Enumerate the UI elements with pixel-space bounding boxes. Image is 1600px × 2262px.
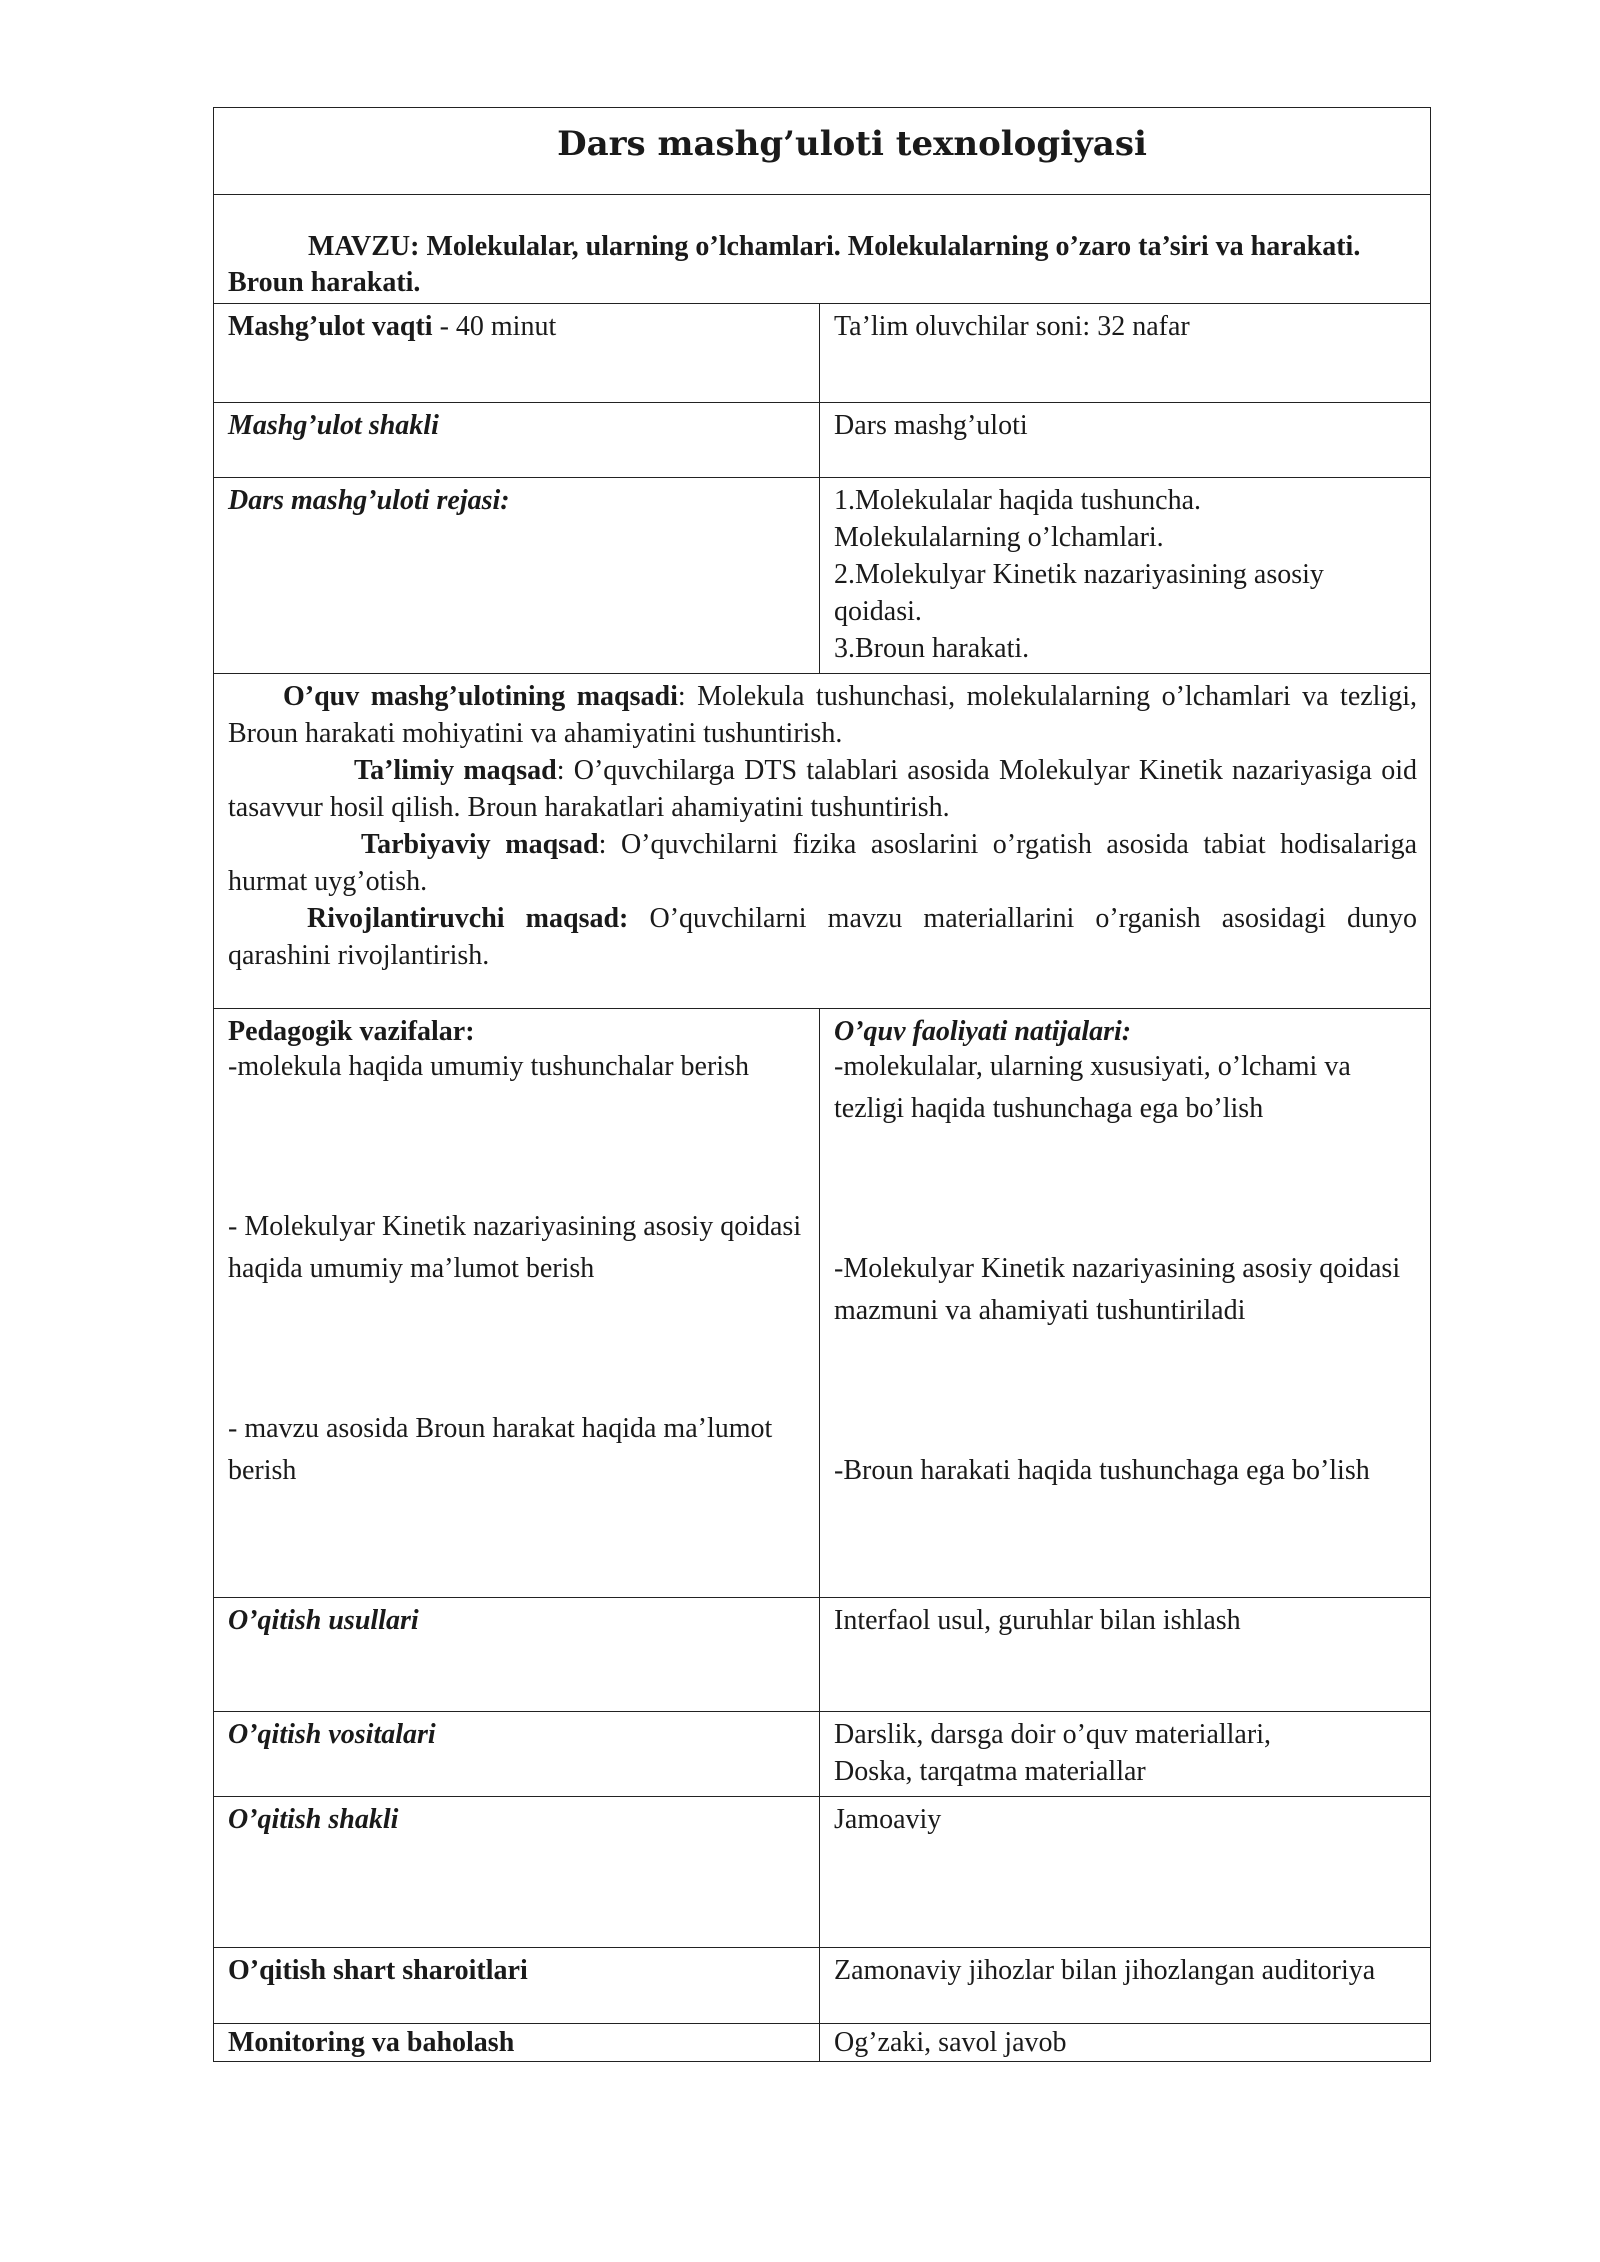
- tools-value-cell: [820, 1712, 1431, 1797]
- plan-label: Dars mashg’uloti rejasi:: [228, 485, 510, 516]
- document-title: Dars mashg’uloti texnologiyasi: [557, 123, 1147, 164]
- conditions-label: O’qitish shart sharoitlari: [228, 1955, 528, 1986]
- time-label-cell: [214, 304, 820, 403]
- methods-row: [214, 1598, 1431, 1712]
- plan-line: 3.Broun harakati.: [834, 633, 1030, 664]
- methods-label-cell: [214, 1598, 820, 1712]
- plan-label-cell: [214, 478, 820, 674]
- plan-line: 2.Molekulyar Kinetik nazariyasining asosiy: [834, 559, 1324, 590]
- pedagogical-task: - Molekulyar Kinetik nazariyasining asosiy qoidasi haqida umumiy ma’lumot berish: [228, 1211, 802, 1284]
- plan-line: 1.Molekulalar haqida tushuncha.: [834, 485, 1202, 516]
- form-value-cell: [820, 403, 1431, 478]
- form2-value: Jamoaviy: [834, 1804, 942, 1835]
- students-count: Ta’lim oluvchilar soni: 32 nafar: [834, 311, 1190, 342]
- methods-value: Interfaol usul, guruhlar bilan ishlash: [834, 1605, 1241, 1636]
- time-label: Mashg’ulot vaqti: [228, 311, 433, 342]
- plan-line: qoidasi.: [834, 596, 922, 627]
- time-row: [214, 304, 1431, 403]
- form-label-cell: [214, 403, 820, 478]
- monitoring-row: [214, 2024, 1431, 2062]
- time-value: - 40 minut: [432, 311, 557, 342]
- pedagogical-tasks-header: Pedagogik vazifalar:: [228, 1016, 475, 1047]
- main-goal-paragraph: [228, 678, 1417, 752]
- conditions-label-cell: [214, 1948, 820, 2024]
- methods-label: O’qitish usullari: [228, 1605, 419, 1636]
- monitoring-value-cell: [820, 2024, 1431, 2062]
- topic-text: MAVZU: Molekulalar, ularning o’lchamlari. Molekulalarning o’zaro ta’siri va harakati. Broun harakati.: [228, 231, 1361, 298]
- tools-row: [214, 1712, 1431, 1797]
- plan-row: [214, 478, 1431, 674]
- tasks-row: [214, 1009, 1431, 1598]
- conditions-value: Zamonaviy jihozlar bilan jihozlangan auditoriya: [834, 1955, 1376, 1986]
- edu-goal-text: : O’quvchilarga DTS talablari asosida Molekulyar Kinetik nazariyasiga oid tasavvur hosil qilish. Broun harakatlari ahamiyatini tushuntirish.: [228, 755, 1417, 823]
- tools-value-line: Darslik, darsga doir o’quv materiallari,: [834, 1719, 1271, 1750]
- main-goal-label: O’quv mashg’ulotining maqsadi: [283, 681, 678, 712]
- topic-row: [214, 195, 1431, 304]
- lesson-plan-page: [213, 107, 1430, 2062]
- edu-goal-label: Ta’limiy maqsad: [354, 755, 557, 786]
- form2-label: O’qitish shakli: [228, 1804, 399, 1835]
- title-cell: [214, 108, 1431, 195]
- goals-row: [214, 674, 1431, 1009]
- upbringing-goal-text: : O’quvchilarni fizika asoslarini o’rgatish asosida tabiat hodisalariga hurmat uyg’otish.: [228, 829, 1418, 897]
- form-value: Dars mashg’uloti: [834, 410, 1028, 441]
- upbringing-goal-label: Tarbiyaviy maqsad: [361, 829, 599, 860]
- upbringing-goal-paragraph: [228, 826, 1417, 900]
- learning-result: -Broun harakati haqida tushunchaga ega bo’lish: [834, 1455, 1370, 1486]
- tools-label-cell: [214, 1712, 820, 1797]
- lesson-plan-table: [213, 107, 1431, 2062]
- tools-value-line: Doska, tarqatma materiallar: [834, 1756, 1146, 1787]
- students-cell: [820, 304, 1431, 403]
- form-row: [214, 403, 1431, 478]
- methods-value-cell: [820, 1598, 1431, 1712]
- monitoring-value: Og’zaki, savol javob: [834, 2027, 1067, 2058]
- dev-goal-paragraph: [228, 900, 1417, 974]
- form-label: Mashg’ulot shakli: [228, 410, 439, 441]
- conditions-row: [214, 1948, 1431, 2024]
- edu-goal-paragraph: [228, 752, 1417, 826]
- learning-result: -molekulalar, ularning xususiyati, o’lchami va tezligi haqida tushunchaga ega bo’lish: [834, 1051, 1351, 1124]
- goals-cell: [214, 674, 1431, 1009]
- pedagogical-task: -molekula haqida umumiy tushunchalar berish: [228, 1051, 749, 1082]
- form2-value-cell: [820, 1797, 1431, 1948]
- topic-cell: [214, 195, 1431, 304]
- learning-results-cell: [820, 1009, 1431, 1598]
- tools-label: O’qitish vositalari: [228, 1719, 436, 1750]
- form2-label-cell: [214, 1797, 820, 1948]
- monitoring-label-cell: [214, 2024, 820, 2062]
- pedagogical-tasks-cell: [214, 1009, 820, 1598]
- dev-goal-text: O’quvchilarni mavzu materiallarini o’rganish asosidagi dunyo qarashini rivojlantirish.: [228, 903, 1418, 971]
- main-goal-text: : Molekula tushunchasi, molekulalarning o’lchamlari va tezligi, Broun harakati mohiyatini va ahamiyatini tushuntirish.: [228, 681, 1418, 749]
- learning-results-header: O’quv faoliyati natijalari:: [834, 1016, 1132, 1047]
- plan-line: Molekulalarning o’lchamlari.: [834, 522, 1164, 553]
- pedagogical-task: - mavzu asosida Broun harakat haqida ma’lumot berish: [228, 1413, 773, 1486]
- conditions-value-cell: [820, 1948, 1431, 2024]
- learning-result: -Molekulyar Kinetik nazariyasining asosiy qoidasi mazmuni va ahamiyati tushuntiriladi: [834, 1253, 1401, 1326]
- dev-goal-label: Rivojlantiruvchi maqsad:: [307, 903, 629, 934]
- monitoring-label: Monitoring va baholash: [228, 2027, 515, 2058]
- plan-value-cell: [820, 478, 1431, 674]
- form2-row: [214, 1797, 1431, 1948]
- title-row: [214, 108, 1431, 195]
